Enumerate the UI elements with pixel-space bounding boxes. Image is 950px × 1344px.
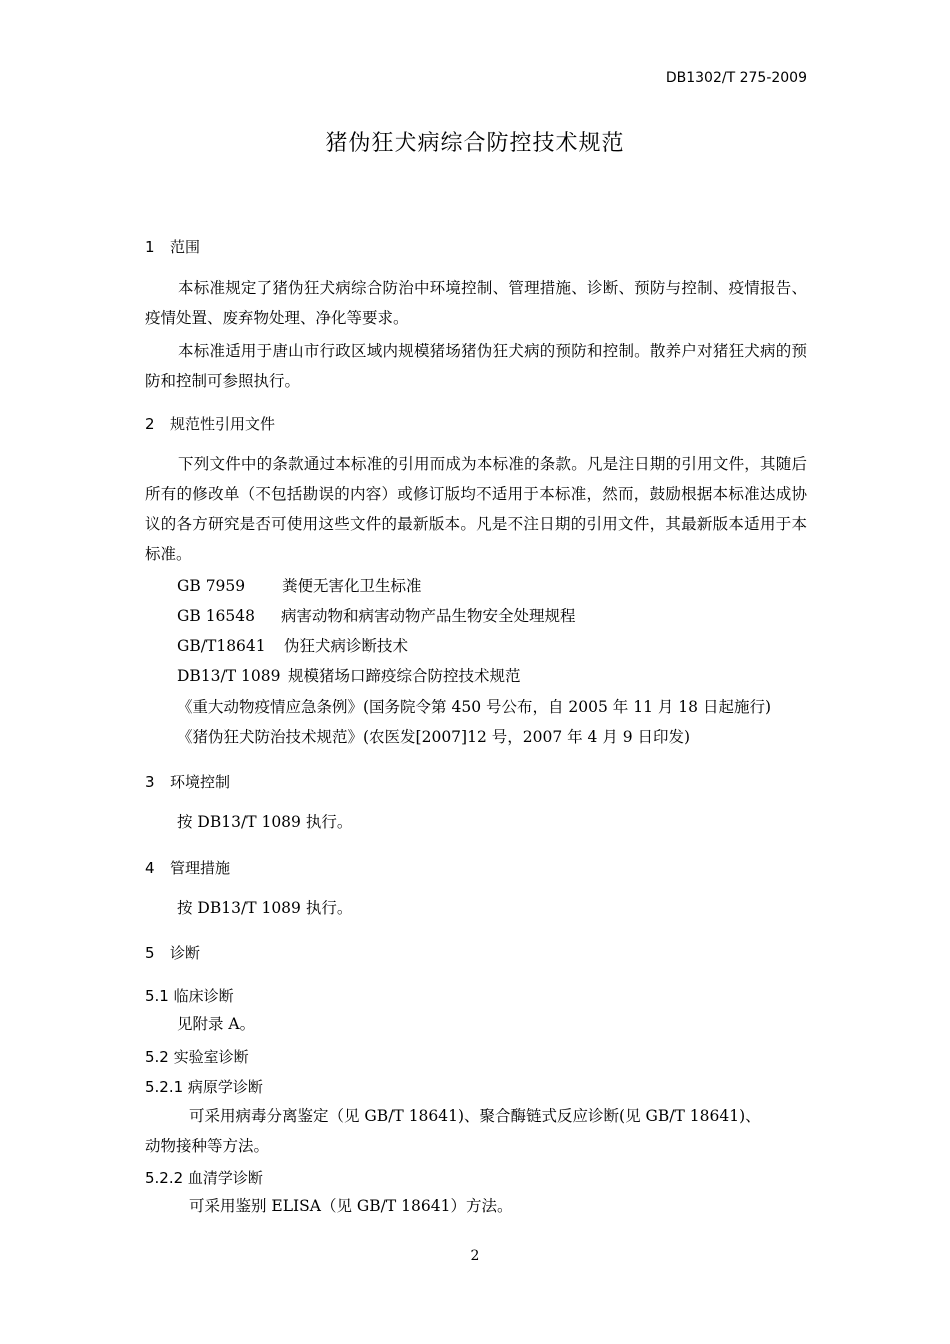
section-1-heading	[145, 236, 200, 257]
section-number: 4	[145, 859, 155, 877]
reference-code: GB/T18641	[177, 637, 266, 655]
subsection-heading: 5.1 临床诊断	[145, 987, 234, 1005]
reference-code: DB13/T 1089	[177, 667, 281, 685]
reference-item	[177, 571, 422, 602]
paragraph: 按 DB13/T 1089 执行。	[177, 899, 353, 917]
reference-code: GB 7959	[177, 577, 246, 595]
paragraph: 动物接种等方法。	[145, 1137, 270, 1155]
paragraph: 按 DB13/T 1089 执行。	[177, 813, 353, 831]
reference-name: 病害动物和病害动物产品生物安全处理规程	[281, 607, 576, 625]
paragraph: 本标准规定了猪伪狂犬病综合防治中环境控制、管理措施、诊断、预防与控制、疫情报告、疫情处置、废弃物处理、净化等要求。	[145, 279, 807, 327]
subsection-heading: 5.2.2 血清学诊断	[145, 1169, 263, 1187]
section-3-heading	[145, 771, 230, 792]
paragraph: 可采用病毒分离鉴定（见 GB/T 18641)、聚合酶链式反应诊断(见 GB/T 18641)、	[189, 1107, 761, 1125]
document-code: DB1302/T 275-2009	[665, 70, 807, 86]
page-title: 猪伪狂犬病综合防控技术规范	[325, 131, 625, 156]
paragraph: 见附录 A。	[177, 1015, 256, 1033]
section-number: 5	[145, 944, 155, 962]
reference-item: 《重大动物疫情应急条例》(国务院令第 450 号公布，自 2005 年 11 月 18 日起施行)	[177, 698, 771, 716]
reference-item	[177, 631, 408, 662]
paragraph: 本标准适用于唐山市行政区域内规模猪场猪伪狂犬病的预防和控制。散养户对猪狂犬病的预防和控制可参照执行。	[145, 342, 807, 390]
reference-name: 伪狂犬病诊断技术	[284, 637, 409, 655]
section-number: 1	[145, 238, 155, 256]
section-title: 范围	[170, 238, 201, 256]
paragraph: 可采用鉴别 ELISA（见 GB/T 18641）方法。	[189, 1197, 513, 1215]
reference-name: 粪便无害化卫生标准	[282, 577, 422, 595]
section-number: 2	[145, 415, 155, 433]
section-title: 规范性引用文件	[170, 415, 276, 433]
section-title: 管理措施	[170, 859, 231, 877]
section-title: 环境控制	[170, 773, 231, 791]
section-5-heading	[145, 942, 200, 963]
paragraph: 下列文件中的条款通过本标准的引用而成为本标准的条款。凡是注日期的引用文件，其随后所有的修改单（不包括勘误的内容）或修订版均不适用于本标准，然而，鼓励根据本标准达成协议的各方研究是否可使用这些文件的最新版本。凡是不注日期的引用文件，其最新版本适用于本标准。	[145, 455, 807, 563]
reference-code: GB 16548	[177, 607, 256, 625]
reference-item	[177, 661, 521, 692]
reference-name: 规模猪场口蹄疫综合防控技术规范	[288, 667, 521, 685]
subsection-heading: 5.2.1 病原学诊断	[145, 1078, 263, 1096]
section-number: 3	[145, 773, 155, 791]
reference-item: 《猪伪狂犬防治技术规范》(农医发[2007]12 号，2007 年 4 月 9 日印发)	[177, 728, 691, 746]
page-number: 2	[470, 1248, 480, 1264]
section-title: 诊断	[170, 944, 201, 962]
subsection-heading: 5.2 实验室诊断	[145, 1048, 249, 1066]
reference-item	[177, 601, 576, 632]
section-2-heading	[145, 413, 275, 434]
section-4-heading	[145, 857, 230, 878]
